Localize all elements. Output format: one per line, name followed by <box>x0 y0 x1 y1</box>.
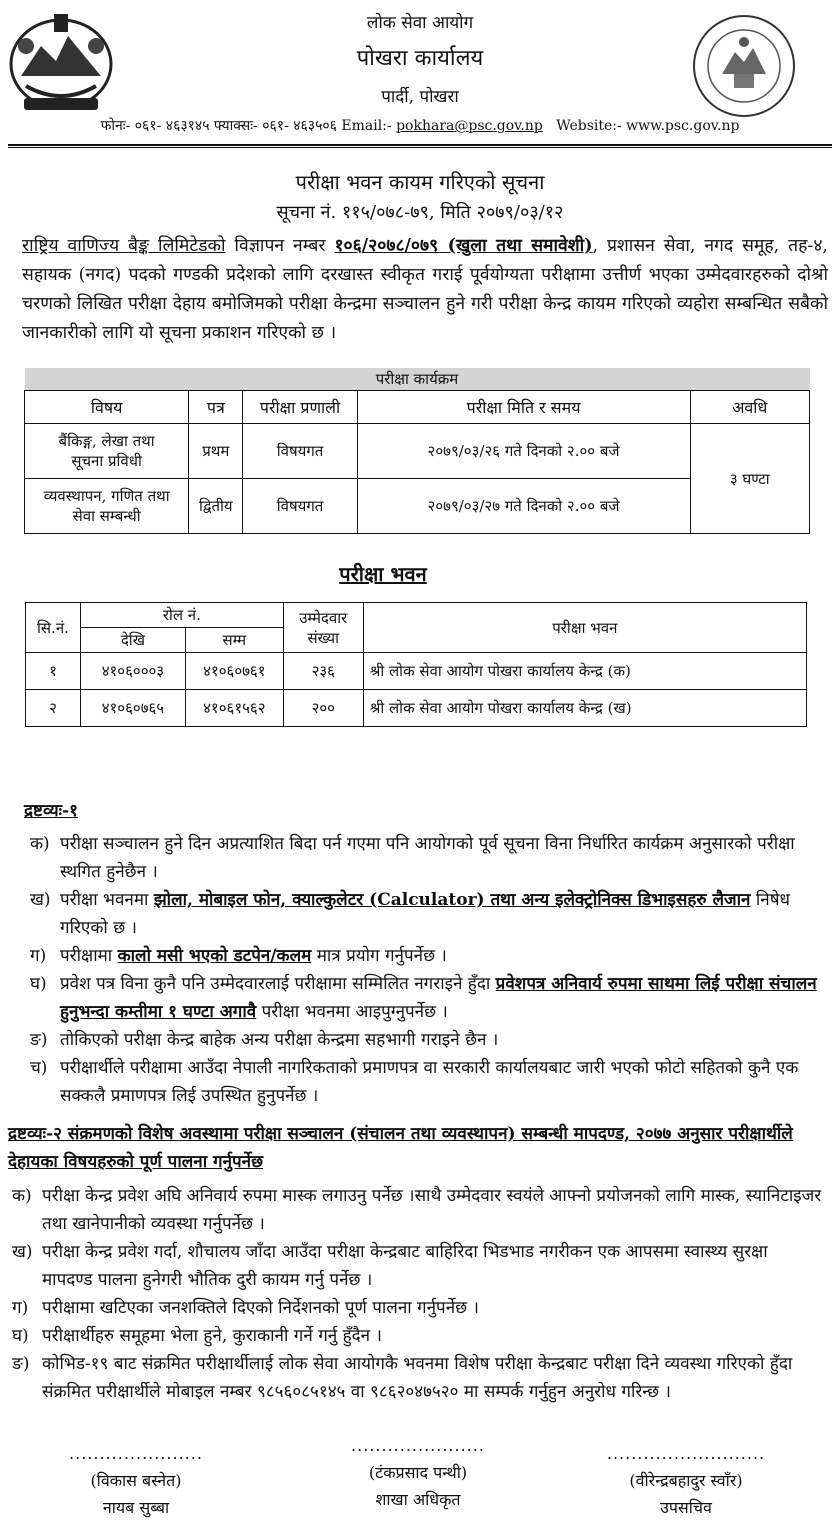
org-name: लोक सेवा आयोग <box>366 13 474 33</box>
header-rule-thin <box>8 147 832 148</box>
schedule-band: परीक्षा कार्यक्रम <box>25 368 810 391</box>
note1-heading: द्रष्टव्यः-१ <box>24 801 78 821</box>
venue-table <box>25 602 807 727</box>
contact-line <box>0 116 840 135</box>
item-text <box>60 886 820 942</box>
header-to: सम्म <box>185 628 283 653</box>
para-text-rest: , प्रशासन सेवा, नगद समूह, तह-४, सहायक (नगद) पदको गण्डकी प्रदेशको लागि दरखास्त स्वीकृत गराई पूर्वयोग्यता परीक्षामा उत्तीर्ण भएका उम्मेदवारहरुको दोश्रो चरणको लिखित परीक्षा देहाय बमोजिमको परीक्षा केन्द्रमा सञ्चालन हुने गरी परीक्षा केन्द्र कायम गरिएको व्यहोरा सम्बन्धित सबैको जानकारीको लागि यो सूचना प्रकाशन गरिएको छ । <box>22 236 828 343</box>
list-item <box>30 1054 820 1110</box>
item-label: क) <box>12 1186 32 1206</box>
datetime-cell: २०७९/०३/२६ गते दिनको २.०० बजे <box>357 424 690 479</box>
item-label: ङ) <box>12 1354 30 1374</box>
datetime-cell: २०७९/०३/२७ गते दिनको २.०० बजे <box>357 479 690 534</box>
item-text: परीक्षा केन्द्र प्रवेश गर्दा, शौचालय जाँदा आउँदा परीक्षा केन्द्रबाट बाहिरिदा भिडभाड नगरीकन एक आपसमा स्वास्थ्य सुरक्षा मापदण्ड पालना हुनेगरी भौतिक दुरी कायम गर्नु पर्नेछ । <box>42 1242 768 1290</box>
list-item <box>30 886 820 942</box>
header-from: देखि <box>80 628 185 653</box>
note2-heading: द्रष्टव्यः-२ संक्रमणको विशेष अवस्थामा परीक्षा सञ्चालन (संचालन तथा व्यवस्थापन) सम्बन्धी मापदण्ड, २०७७ अनुसार परीक्षार्थीले देहायका विषयहरुको पूर्ण पालना गर्नुपर्नेछ <box>8 1124 793 1172</box>
office-name: पोखरा कार्यालय <box>356 46 484 71</box>
system-cell: विषयगत <box>243 424 357 479</box>
signatory-name: (विकास बस्नेत) <box>90 1471 182 1490</box>
signatory-title: शाखा अधिकृत <box>375 1490 461 1509</box>
item-label: ङ) <box>30 1030 48 1050</box>
item-label: ग) <box>30 946 47 966</box>
item-text: परीक्षा केन्द्र प्रवेश अघि अनिवार्य रुपमा मास्क लगाउनु पर्नेछ ।साथै उम्मेदवार स्वयंले आफ्नो प्रयोजनको लागि मास्क, स्यानिटाइजर तथा खानेपानीको व्यवस्था गर्नुपर्नेछ । <box>42 1186 822 1234</box>
item-label: क) <box>30 834 50 854</box>
signatory-title: उपसचिव <box>660 1498 712 1517</box>
venue-title-wrap <box>0 560 766 587</box>
signature-line: ...................... <box>69 1444 203 1463</box>
system-cell: विषयगत <box>243 479 357 534</box>
item-text-part: परीक्षामा <box>60 946 118 966</box>
signatory-name: (टंकप्रसाद पन्थी) <box>368 1463 468 1482</box>
item-text: तोकिएको परीक्षा केन्द्र बाहेक अन्य परीक्षा केन्द्रमा सहभागी गराइने छैन । <box>60 1030 499 1050</box>
item-text-part: परीक्षा भवनमा आइपुग्नुपर्नेछ । <box>256 1002 448 1022</box>
office-address: पार्दी, पोखरा <box>381 87 459 107</box>
header-subject: विषय <box>25 391 189 424</box>
item-text: परीक्षार्थीले परीक्षामा आउँदा नेपाली नागरिकताको प्रमाणपत्र वा सरकारी कार्यालयबाट जारी भएको फोटो सहितको कुनै एक सक्कलै प्रमाणपत्र लिई उपस्थित हुनुपर्नेछ । <box>60 1058 799 1106</box>
signatory-name: (वीरेन्द्रबहादुर स्वाँर) <box>629 1471 743 1490</box>
header-count: उम्मेदवार संख्या <box>283 603 363 653</box>
to-cell: ४१०६१५६२ <box>185 690 283 727</box>
list-item <box>12 1182 822 1238</box>
advertisement-number: १०६/२०७८/०७९ (खुला तथा समावेशी) <box>334 236 593 256</box>
note1-list <box>30 830 820 1110</box>
signatory-title: नायब सुब्बा <box>102 1498 170 1517</box>
signature-block-3 <box>576 1440 796 1521</box>
para-text: विज्ञापन नम्बर <box>225 236 335 256</box>
header-sn: सि.नं. <box>26 603 81 653</box>
list-item <box>30 830 820 886</box>
schedule-table <box>24 368 810 534</box>
list-item <box>12 1238 822 1294</box>
paper-cell: प्रथम <box>189 424 243 479</box>
sn-cell: २ <box>26 690 81 727</box>
count-cell: २३६ <box>283 653 363 690</box>
list-item <box>30 942 820 970</box>
venue-title: परीक्षा भवन <box>339 562 427 586</box>
subject-cell: व्यवस्थापन, गणित तथा सेवा सम्बन्धी <box>25 479 189 534</box>
list-item <box>30 1026 820 1054</box>
duration-cell: ३ घण्टा <box>690 424 810 534</box>
table-row <box>26 690 807 727</box>
list-item <box>30 970 820 1026</box>
item-text-part: मात्र प्रयोग गर्नुपर्नेछ । <box>311 946 447 966</box>
contact-prefix: फोनः- ०६१- ४६३१४५ फ्याक्सः- ०६१- ४६३५०६ Email:- <box>100 118 397 134</box>
count-cell: २०० <box>283 690 363 727</box>
table-row <box>25 424 810 479</box>
paper-cell: द्वितीय <box>189 479 243 534</box>
table-row <box>26 653 807 690</box>
item-label: घ) <box>30 974 47 994</box>
signature-block-1 <box>26 1440 246 1521</box>
item-text-emph: प्रवेशपत्र अनिवार्य रुपमा साथमा लिई परीक्षा संचालन हुनुभन्दा कम्तीमा १ घण्टा अगावै <box>60 974 817 1022</box>
sn-cell: १ <box>26 653 81 690</box>
signature-block-2 <box>308 1432 528 1513</box>
item-label: च) <box>30 1058 48 1078</box>
org-bank-name: राष्ट्रिय वाणिज्य बैङ्क लिमिटेडको <box>22 236 226 256</box>
header-paper: पत्र <box>189 391 243 424</box>
list-item <box>12 1350 822 1406</box>
item-text <box>60 942 820 970</box>
header-roll: रोल नं. <box>80 603 283 628</box>
item-label: ख) <box>30 890 51 910</box>
item-text-part: प्रवेश पत्र विना कुनै पनि उम्मेदवारलाई परीक्षामा सम्मिलित नगराइने हुँदा <box>60 974 496 994</box>
item-text-part: परीक्षा भवनमा <box>60 890 154 910</box>
item-text-emph: कालो मसी भएको डटपेन/कलम <box>117 946 312 966</box>
signature-line: .......................... <box>606 1444 766 1463</box>
notice-paragraph <box>22 232 828 348</box>
note2-list <box>12 1182 822 1406</box>
header-system: परीक्षा प्रणाली <box>243 391 357 424</box>
from-cell: ४१०६०७६५ <box>80 690 185 727</box>
signature-line: ...................... <box>351 1436 485 1455</box>
subject-cell: बैंकिङ्ग, लेखा तथा सूचना प्रविधी <box>25 424 189 479</box>
list-item <box>12 1294 822 1322</box>
to-cell: ४१०६०७६१ <box>185 653 283 690</box>
item-text: परीक्षामा खटिएका जनशक्तिले दिएको निर्देशनको पूर्ण पालना गर्नुपर्नेछ । <box>42 1298 479 1318</box>
item-label: ख) <box>12 1242 33 1262</box>
header-rule <box>8 144 832 146</box>
venue-cell: श्री लोक सेवा आयोग पोखरा कार्यालय केन्द्र (क) <box>363 653 806 690</box>
item-text-part: निषेध गरिएको छ । <box>60 890 790 938</box>
item-text-emph: झोला, मोबाइल फोन, क्याल्कुलेटर (Calculator) तथा अन्य इलेक्ट्रोनिक्स डिभाइसहरु लैजान <box>153 890 751 910</box>
item-text: परीक्षा सञ्चालन हुने दिन अप्रत्याशित बिदा पर्न गएमा पनि आयोगको पूर्व सूचना विना निर्धारित कार्यक्रम अनुसारको परीक्षा स्थगित हुनेछैन । <box>60 834 795 882</box>
email-link[interactable]: pokhara@psc.gov.np <box>396 118 543 134</box>
list-item <box>12 1322 822 1350</box>
header-duration: अवधि <box>690 391 810 424</box>
header-datetime: परीक्षा मिति र समय <box>357 391 690 424</box>
venue-cell: श्री लोक सेवा आयोग पोखरा कार्यालय केन्द्र (ख) <box>363 690 806 727</box>
item-label: घ) <box>12 1326 29 1346</box>
website-text: Website:- www.psc.gov.np <box>542 118 740 134</box>
item-text: कोभिड-१९ बाट संक्रमित परीक्षार्थीलाई लोक सेवा आयोगकै भवनमा विशेष परीक्षा केन्द्रबाट परीक्षा दिने व्यवस्था गरिएको हुँदा संक्रमित परीक्षार्थीले मोबाइल नम्बर ९८५६०८५१४५ वा ९८६२०४७५२० मा सम्पर्क गर्नुहुन अनुरोध गरिन्छ । <box>42 1354 793 1402</box>
item-text <box>60 970 820 1026</box>
notice-title: परीक्षा भवन कायम गरिएको सूचना <box>295 170 545 194</box>
item-label: ग) <box>12 1298 29 1318</box>
from-cell: ४१०६०००३ <box>80 653 185 690</box>
notice-ref: सूचना नं. ११५/०७८-७९, मिति २०७९/०३/१२ <box>276 202 564 223</box>
item-text: परीक्षार्थीहरु समूहमा भेला हुने, कुराकानी गर्ने गर्नु हुँदैन । <box>42 1326 382 1346</box>
header-venue: परीक्षा भवन <box>363 603 806 653</box>
